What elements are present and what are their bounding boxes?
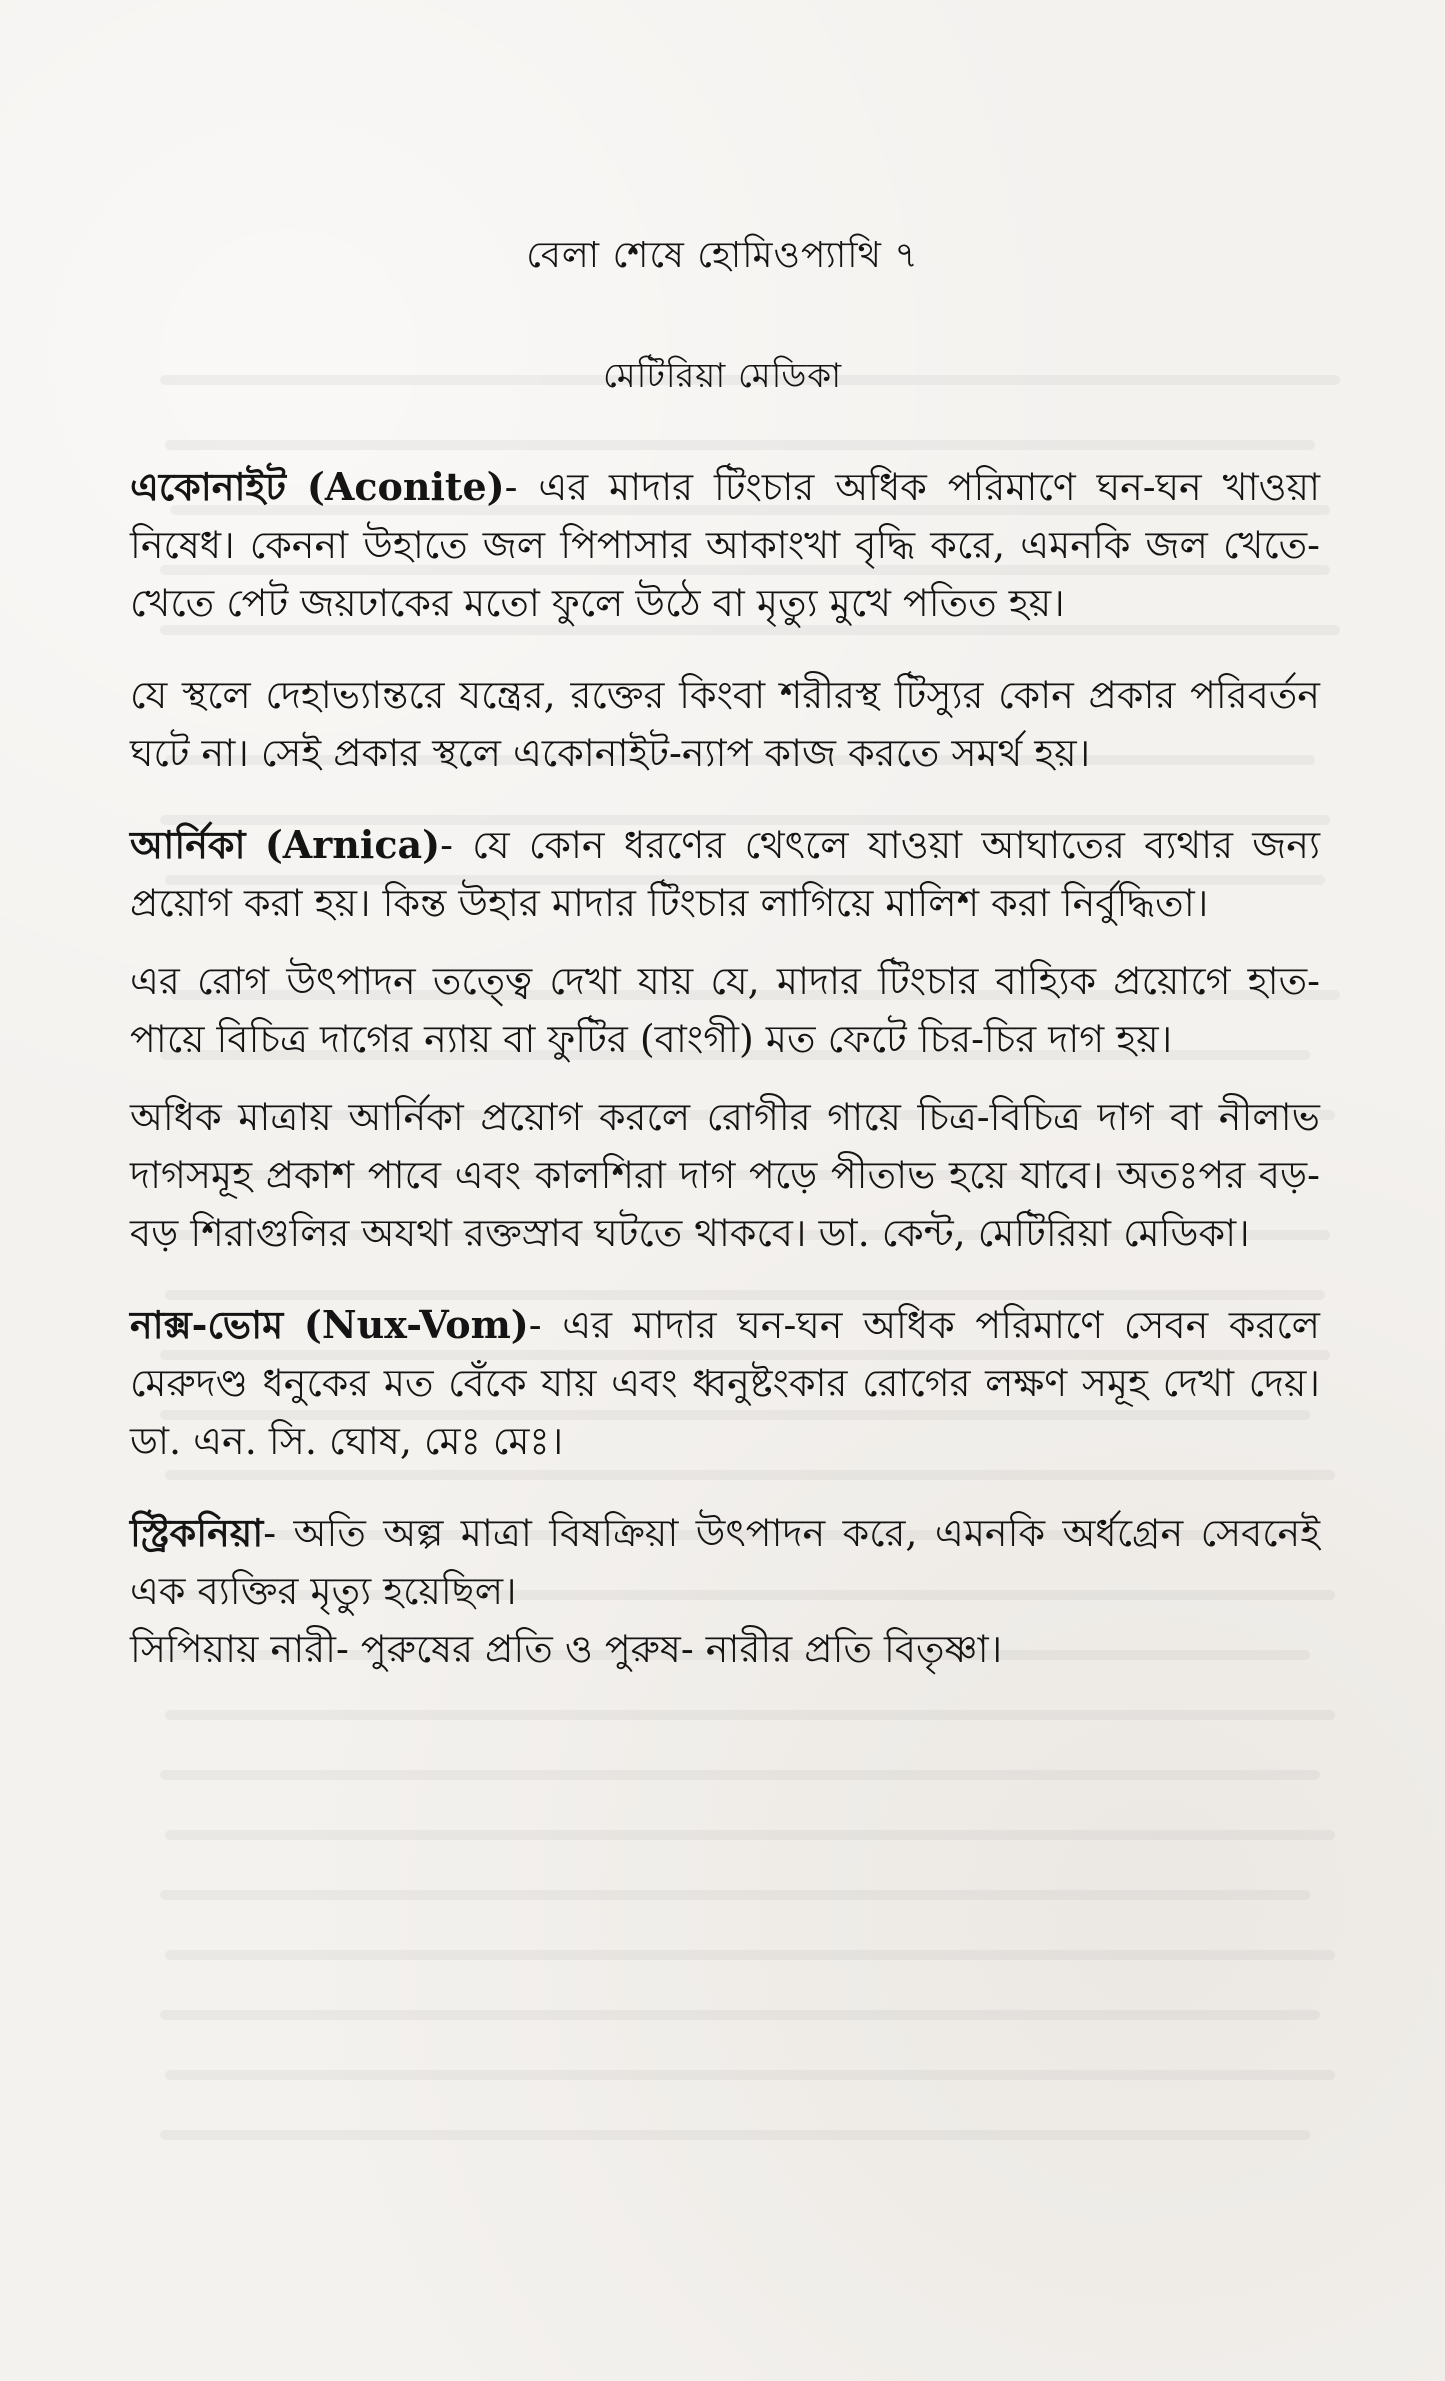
arnica-text: - যে কোন ধরণের থেৎলে যাওয়া আঘাতের ব্যথার জন্য প্রয়োগ করা হয়। কিন্ত উহার মাদার টিংচার লাগিয়ে মালিশ করা নির্বুদ্ধিতা।: [130, 823, 1320, 925]
section-title: মেটিরিয়া মেডিকা: [602, 356, 843, 396]
aconite-latin-name: (Aconite): [306, 464, 505, 509]
strychnia-paragraph: [130, 1504, 1320, 1620]
aconite-note-text: যে স্থলে দেহাভ্যান্তরে যন্ত্রের, রক্তের কিংবা শরীরস্থ টিস্যুর কোন প্রকার পরিবর্তন ঘটে না। সেই প্রকার স্থলে একোনাইট-ন্যাপ কাজ করতে সমর্থ হয়।: [130, 673, 1320, 775]
aconite-paragraph: [130, 458, 1320, 632]
arnica-latin-name: (Arnica): [264, 822, 441, 867]
strychnia-term: স্ট্রিকনিয়া: [130, 1510, 264, 1555]
aconite-note-paragraph: [130, 666, 1320, 782]
page-content: [130, 458, 1320, 1678]
nux-vom-paragraph: [130, 1296, 1320, 1470]
aconite-term: একোনাইট: [130, 464, 286, 509]
arnica-pathogenesis-paragraph: [130, 952, 1320, 1068]
sepia-paragraph: [130, 1620, 1320, 1678]
arnica-pathogenesis-text: এর রোগ উৎপাদন তত্ত্বে দেখা যায় যে, মাদার টিংচার বাহ্যিক প্রয়োগে হাত-পায়ে বিচিত্র দাগের ন্যায় বা ফুটির (বাংগী) মত ফেটে চির-চির দাগ হয়।: [130, 959, 1320, 1061]
arnica-paragraph: [130, 816, 1320, 932]
aconite-text: - এর মাদার টিংচার অধিক পরিমাণে ঘন-ঘন খাওয়া নিষেধ। কেননা উহাতে জল পিপাসার আকাংখা বৃদ্ধি করে, এমনকি জল খেতে-খেতে পেট জয়ঢাকের মতো ফুলে উঠে বা মৃত্যু মুখে পতিত হয়।: [130, 465, 1320, 625]
nux-vom-text: - এর মাদার ঘন-ঘন অধিক পরিমাণে সেবন করলে মেরুদণ্ড ধনুকের মত বেঁকে যায় এবং ধ্বনুষ্টংকার রোগের লক্ষণ সমূহ দেখা দেয়। ডা. এন. সি. ঘোষ, মেঃ মেঃ।: [130, 1303, 1320, 1463]
arnica-overdose-paragraph: [130, 1088, 1320, 1262]
sepia-text: সিপিয়ায় নারী- পুরুষের প্রতি ও পুরুষ- নারীর প্রতি বিতৃষ্ণা।: [130, 1627, 1003, 1671]
nux-vom-term: নাক্স-ভোম: [130, 1302, 284, 1347]
nux-vom-latin-name: (Nux-Vom): [303, 1302, 529, 1347]
strychnia-text: - অতি অল্প মাত্রা বিষক্রিয়া উৎপাদন করে, এমনকি অর্ধগ্রেন সেবনেই এক ব্যক্তির মৃত্যু হয়েছিল।: [130, 1511, 1320, 1613]
arnica-overdose-text: অধিক মাত্রায় আর্নিকা প্রয়োগ করলে রোগীর গায়ে চিত্র-বিচিত্র দাগ বা নীলাভ দাগসমূহ প্রকাশ পাবে এবং কালশিরা দাগ পড়ে পীতাভ হয়ে যাবে। অতঃপর বড়-বড় শিরাগুলির অযথা রক্তস্রাব ঘটতে থাকবে। ডা. কেন্ট, মেটিরিয়া মেডিকা।: [130, 1095, 1320, 1255]
arnica-term: আর্নিকা: [130, 822, 246, 867]
page-header: বেলা শেষে হোমিওপ্যাথি ৭: [526, 235, 919, 276]
